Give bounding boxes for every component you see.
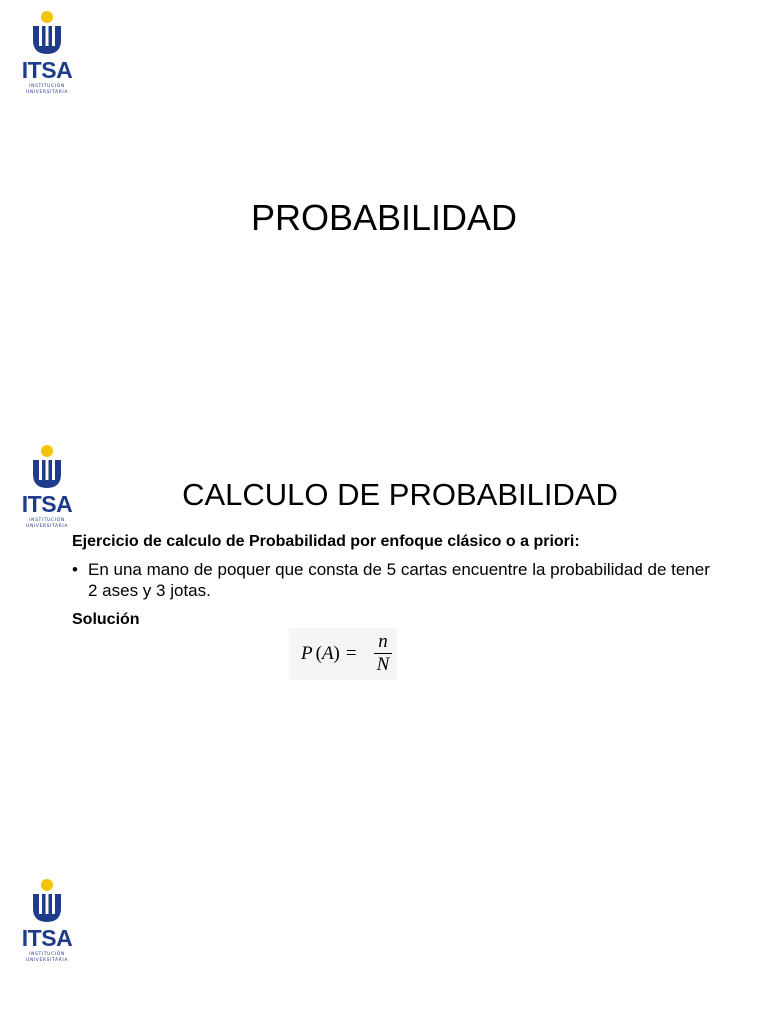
itsa-wordmark: ITSA bbox=[21, 491, 73, 517]
itsa-subtitle-line2: UNIVERSITARIA bbox=[25, 524, 69, 529]
itsa-logo bbox=[15, 444, 79, 532]
itsa-wordmark: ITSA bbox=[21, 57, 73, 83]
slide-probabilidad bbox=[0, 0, 768, 434]
formula-arg: A bbox=[321, 643, 334, 664]
formula-func: P bbox=[301, 643, 313, 664]
slide-blank bbox=[0, 868, 768, 1024]
itsa-emblem-icon bbox=[15, 444, 79, 492]
formula-numerator: n bbox=[378, 631, 388, 652]
formula-equals: = bbox=[345, 643, 357, 664]
bullet-text: En una mano de poquer que consta de 5 cartas encuentre la probabilidad de tener 2 ases y 3 jotas. bbox=[88, 560, 710, 600]
bullet-marker: • bbox=[72, 560, 78, 579]
formula-denominator: N bbox=[376, 654, 390, 675]
slide-title: CALCULO DE PROBABILIDAD bbox=[182, 477, 618, 512]
itsa-logo bbox=[15, 10, 79, 98]
formula-open-paren: ( bbox=[315, 643, 322, 664]
slide-calculo bbox=[0, 434, 768, 868]
itsa-subtitle-line1: INSTITUCIÓN bbox=[29, 84, 65, 89]
exercise-heading: Ejercicio de calculo de Probabilidad por enfoque clásico o a priori: bbox=[72, 533, 580, 550]
itsa-subtitle-line1: INSTITUCIÓN bbox=[29, 952, 65, 957]
itsa-subtitle-line2: UNIVERSITARIA bbox=[25, 958, 69, 963]
bullet-item bbox=[72, 559, 712, 601]
formula-lhs bbox=[301, 643, 357, 665]
itsa-logo bbox=[15, 878, 79, 966]
solution-label: Solución bbox=[72, 611, 140, 628]
slide-title: PROBABILIDAD bbox=[250, 197, 518, 238]
probability-formula bbox=[289, 628, 397, 680]
itsa-emblem-icon bbox=[15, 878, 79, 926]
formula-close-paren: ) bbox=[333, 643, 340, 664]
itsa-wordmark: ITSA bbox=[21, 925, 73, 951]
itsa-subtitle-line1: INSTITUCIÓN bbox=[29, 518, 65, 523]
itsa-emblem-icon bbox=[15, 10, 79, 58]
formula-fraction bbox=[374, 632, 392, 675]
itsa-subtitle-line2: UNIVERSITARIA bbox=[25, 90, 69, 95]
